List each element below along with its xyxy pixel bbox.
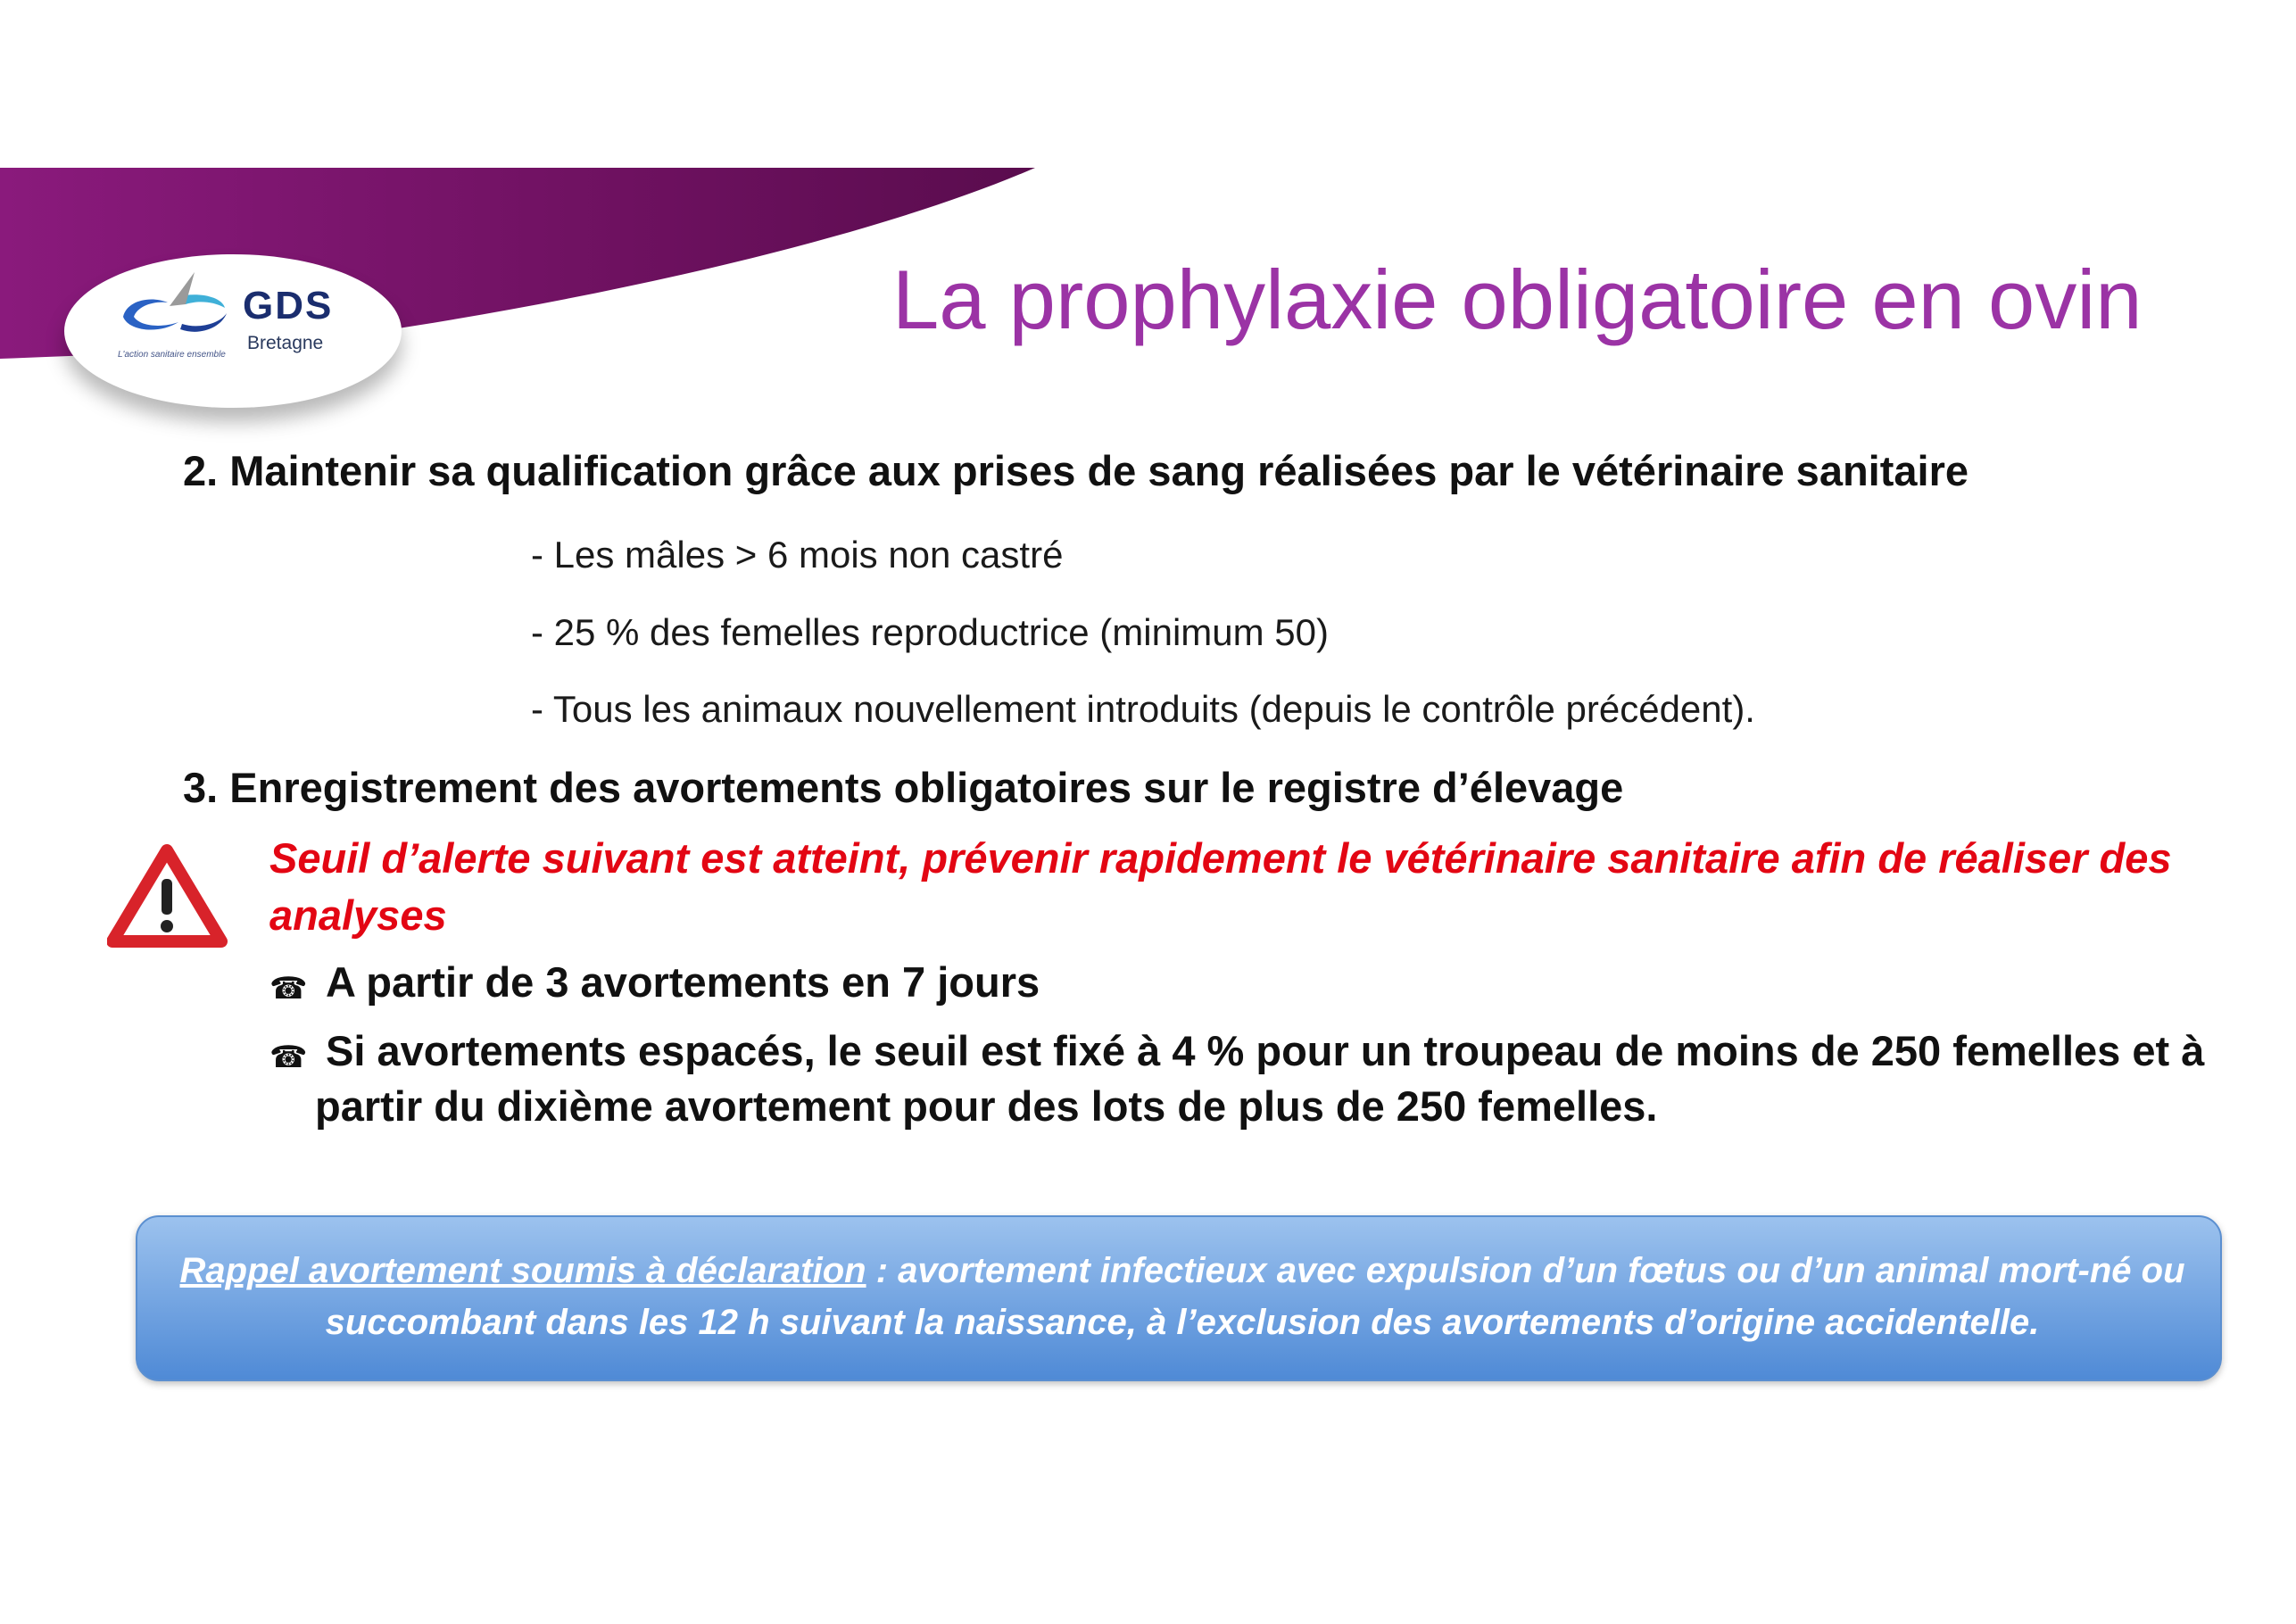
bullet-item: Si avortements espacés, le seuil est fixé à 4 % pour un troupeau de moins de 250 femelles et à partir du dixième avortement pour des lots de plus de 250 femelles. <box>315 1027 2205 1130</box>
section-3-heading: 3. Enregistrement des avortements obligatoires sur le registre d’élevage <box>183 764 1624 811</box>
alert-message: Seuil d’alerte suivant est atteint, prévenir rapidement le vétérinaire sanitaire afin de réaliser des analyses <box>269 834 2172 939</box>
list-item: - Tous les animaux nouvellement introduits (depuis le contrôle précédent). <box>531 688 1755 730</box>
logo-name: GDS <box>243 284 334 327</box>
bullet-item: A partir de 3 avortements en 7 jours <box>326 958 1040 1006</box>
reminder-text <box>170 1245 2195 1348</box>
reminder-body: : avortement infectieux avec expulsion d’un fœtus ou d’un animal mort-né ou succombant dans les 12 h suivant la naissance, à l’exclusion des avortements d’origine accidentelle. <box>325 1251 2185 1342</box>
phone-bullet-icon: ☎ <box>269 1040 308 1074</box>
logo-tagline: L'action sanitaire ensemble <box>118 350 226 360</box>
phone-bullet-icon: ☎ <box>269 972 308 1006</box>
logo-region: Bretagne <box>247 333 324 353</box>
list-item: - Les mâles > 6 mois non castré <box>531 534 1064 576</box>
reminder-label: Rappel avortement soumis à déclaration <box>179 1251 866 1290</box>
gds-logo-icon <box>114 272 239 344</box>
section-2-heading: 2. Maintenir sa qualification grâce aux prises de sang réalisées par le vétérinaire sanitaire <box>183 447 1969 494</box>
page-title: La prophylaxie obligatoire en ovin <box>892 253 2143 346</box>
warning-icon <box>107 843 228 950</box>
list-item: - 25 % des femelles reproductrice (minimum 50) <box>531 611 1329 653</box>
